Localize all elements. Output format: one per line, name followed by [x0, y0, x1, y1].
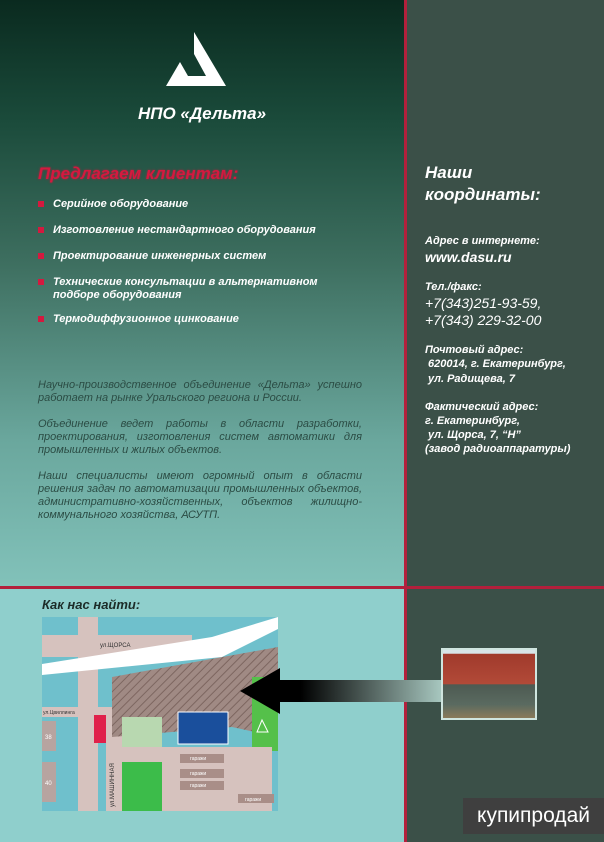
garage-label: гаражи	[190, 783, 207, 789]
watermark: купипродай	[463, 798, 604, 834]
house-number: 40	[45, 781, 52, 787]
contacts-title: координаты:	[425, 185, 541, 204]
post-label: Почтовый адрес:	[425, 344, 524, 356]
arrow-icon	[240, 668, 442, 714]
post-line-1: 620014, г. Екатеринбург,	[428, 358, 566, 370]
garage-label: гаражи	[190, 771, 207, 777]
garage-label: гаражи	[245, 797, 262, 803]
fact-line-3: (завод радиоаппаратуры)	[425, 443, 571, 455]
bullet-icon	[38, 227, 44, 233]
about-paragraph: Объединение ведет работы в области разработки, проектирования, изготовления систем автоматики для промышленных и жилых объектов.	[38, 418, 362, 456]
fact-label: Фактический адрес:	[425, 401, 539, 413]
post-line-2: ул. Радищева, 7	[428, 373, 516, 385]
contacts-title: Наши	[425, 163, 473, 182]
divider-horizontal	[0, 586, 604, 589]
fact-line-1: г. Екатеринбург,	[425, 415, 520, 427]
service-list	[38, 224, 316, 237]
service-item: Изготовление нестандартного оборудования	[38, 224, 316, 237]
about-paragraph: Научно-производственное объединение «Дельта» успешно работает на рынке Уральского региона и России.	[38, 379, 362, 404]
bullet-icon	[38, 253, 44, 259]
garage-label: гаражи	[190, 756, 207, 762]
delta-logo-icon	[162, 32, 226, 88]
service-list	[38, 276, 338, 302]
location-map	[42, 617, 278, 811]
phone-1: +7(343)251-93-59,	[425, 295, 542, 311]
phone-label: Тел./факс:	[425, 281, 482, 293]
service-item: Проектирование инженерных систем	[38, 250, 266, 263]
fact-line-2: ул. Щорса, 7, “Н”	[428, 429, 521, 441]
service-list	[38, 250, 266, 263]
phone-2: +7(343) 229-32-00	[425, 312, 542, 328]
web-label: Адрес в интернете:	[425, 235, 540, 247]
service-item: Серийное оборудование	[38, 198, 188, 211]
service-list	[38, 198, 188, 211]
street-label: ул.Цвиллинга	[43, 710, 75, 716]
offer-title: Предлагаем клиентам:	[38, 164, 239, 183]
service-list	[38, 313, 239, 326]
brand-name: НПО «Дельта»	[137, 104, 267, 123]
about-paragraph: Наши специалисты имеют огромный опыт в области решения задач по автоматизации промышленных объектов, административно-хозяйственных, объектов жилищно-коммунального хозяйства, АСУТП.	[38, 470, 362, 521]
web-link[interactable]: www.dasu.ru	[425, 249, 512, 265]
bullet-icon	[38, 316, 44, 322]
street-label: ул.МАШИННАЯ	[110, 763, 116, 807]
bullet-icon	[38, 201, 44, 207]
bullet-icon	[38, 279, 44, 285]
house-number: 38	[45, 735, 52, 741]
divider-vertical	[404, 0, 407, 842]
service-item: Технические консультации в альтернативном подборе оборудования	[38, 276, 338, 302]
street-label: ул.ЩОРСА	[100, 643, 131, 649]
service-item: Термодиффузионное цинкование	[38, 313, 239, 326]
building-photo	[441, 648, 537, 720]
map-title: Как нас найти:	[42, 597, 141, 612]
